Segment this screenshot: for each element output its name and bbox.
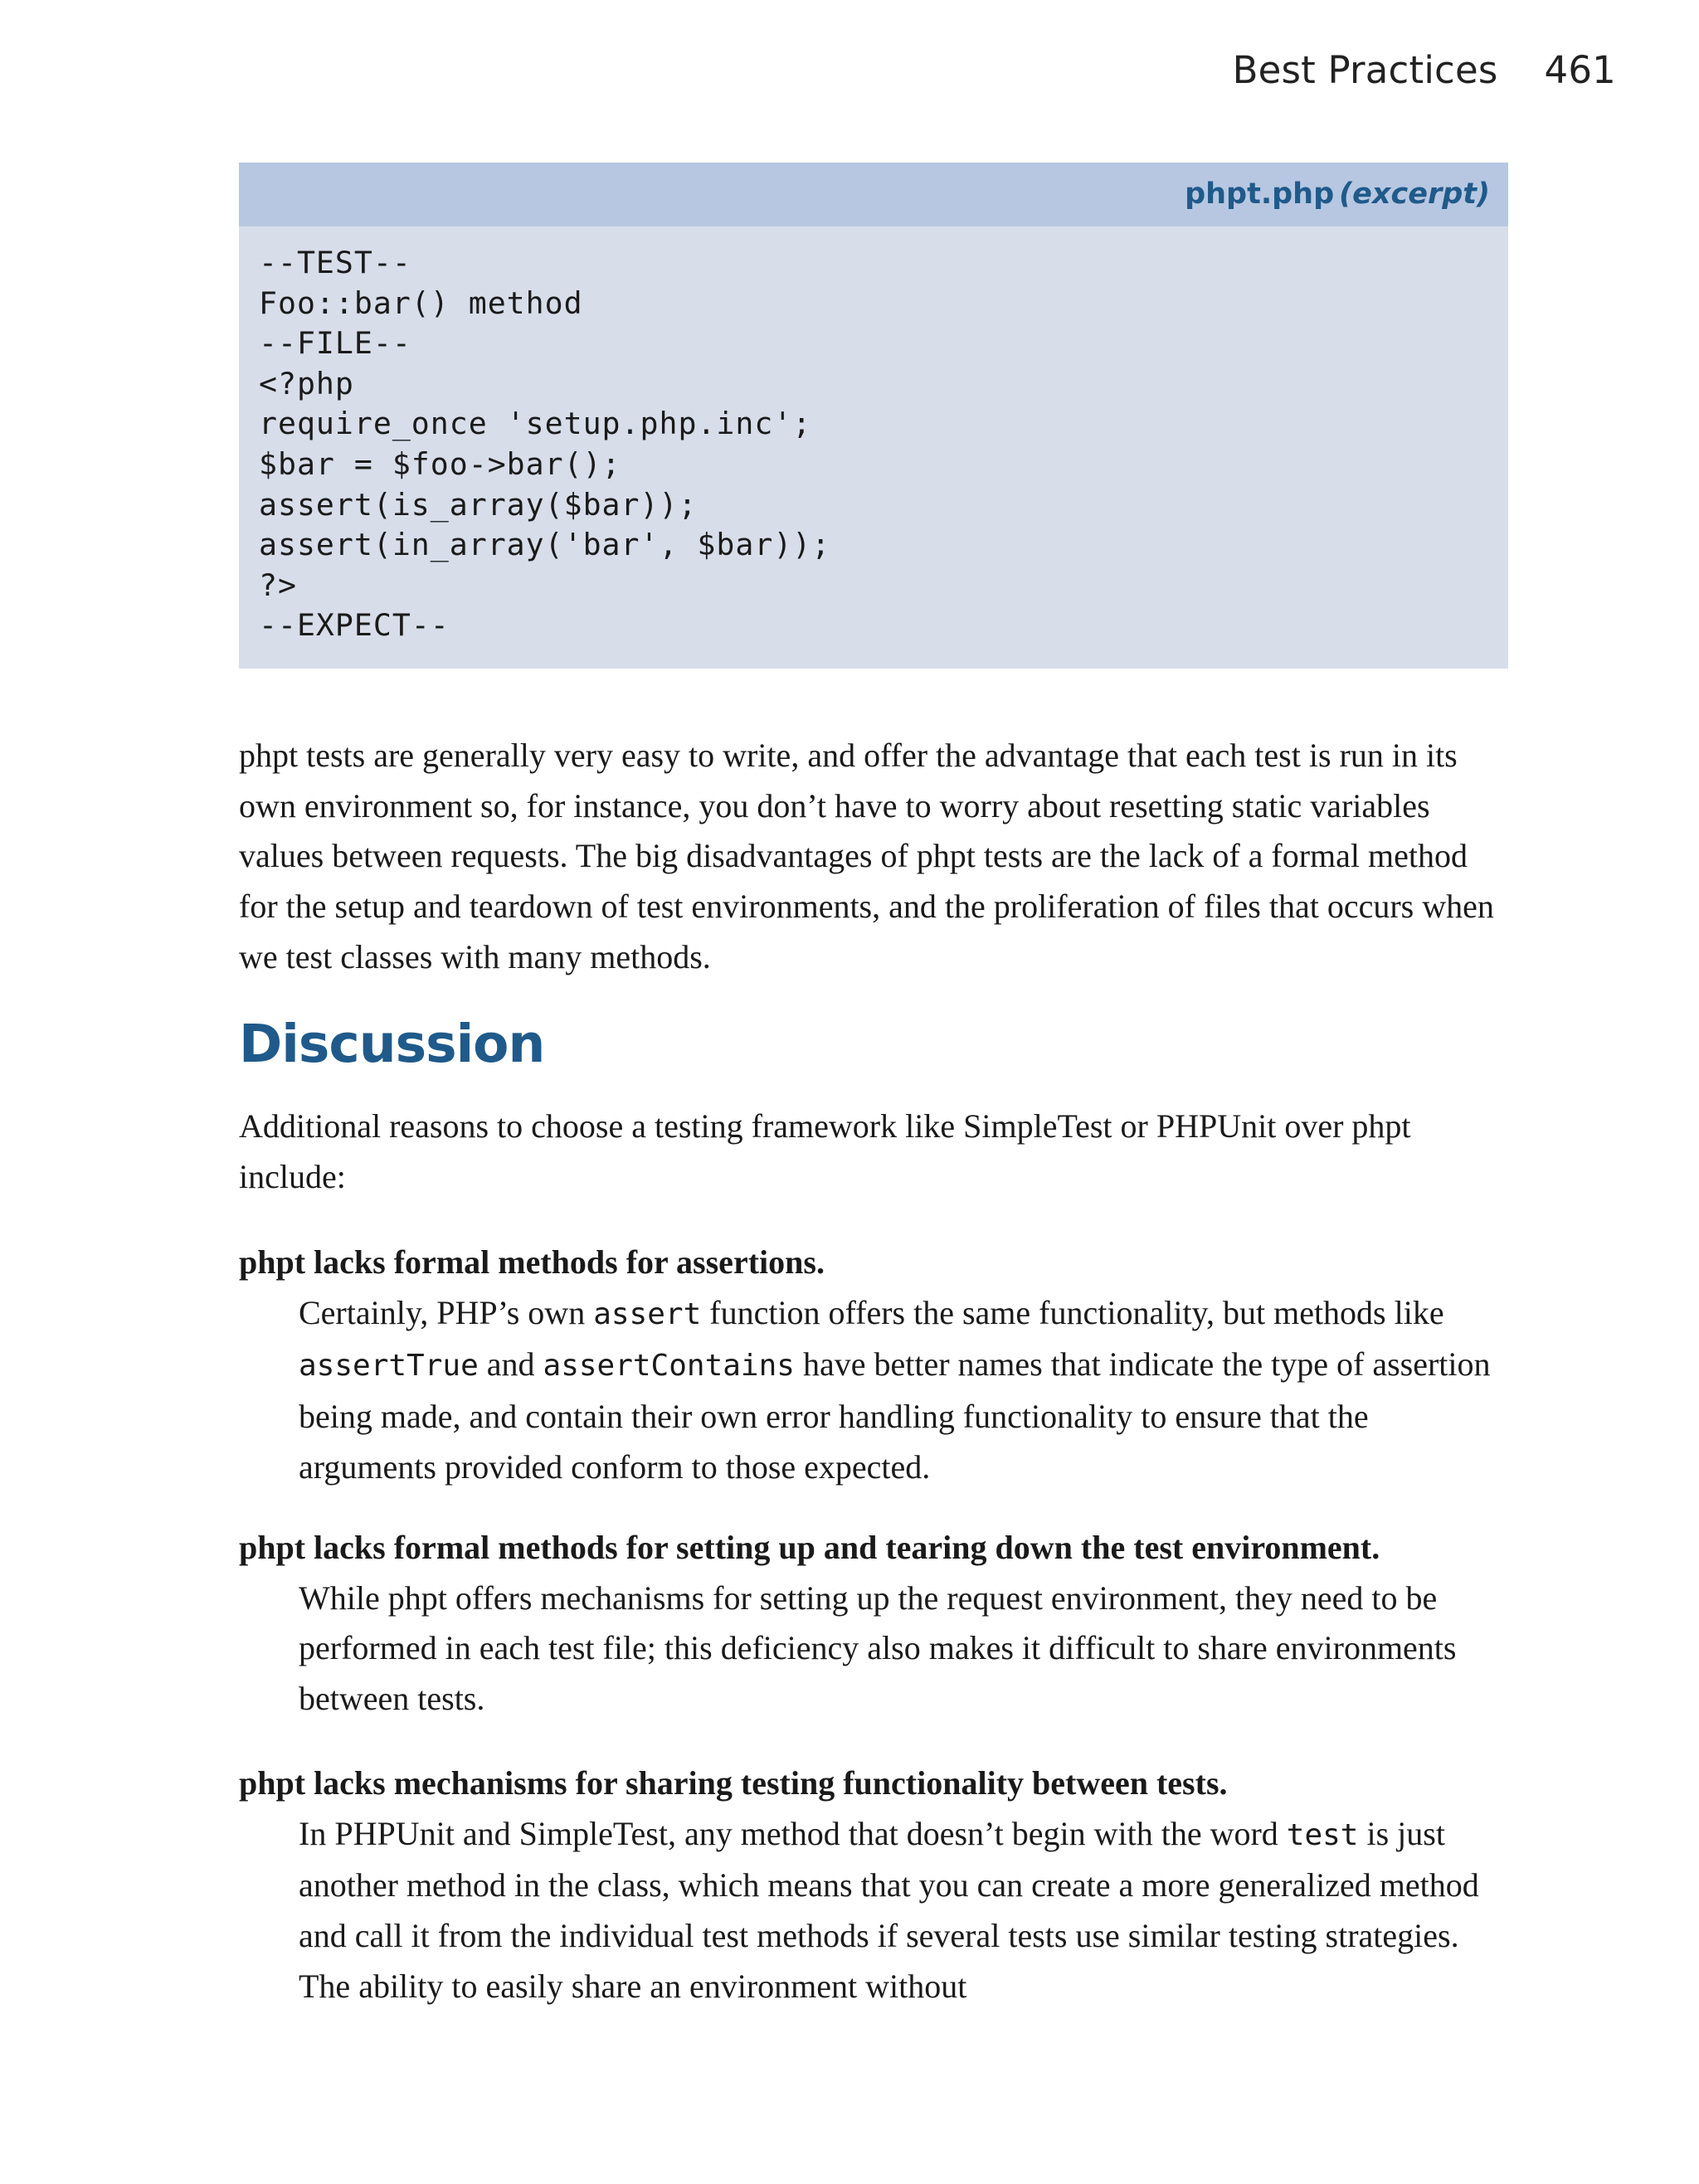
- text-run: is just another method in the class, which means that you can create a more generalized method and call it from the individual test methods if several tests use similar testing strategies. The ability to easily share an environment without: [299, 1814, 1479, 2005]
- text-run: function offers the same functionality, but methods like: [701, 1293, 1444, 1331]
- inline-code: assertContains: [543, 1349, 795, 1384]
- definition-text: [299, 1809, 1508, 2012]
- lead-paragraph: Additional reasons to choose a testing framework like SimpleTest or PHPUnit over phpt include:: [239, 1107, 1411, 1195]
- intro-section: [239, 731, 1508, 983]
- inline-code: assertTrue: [299, 1349, 479, 1384]
- code-listing-caption: [239, 163, 1508, 226]
- code-filename: phpt.php: [1185, 178, 1335, 211]
- definition-term: phpt lacks formal methods for assertions.: [239, 1243, 825, 1281]
- code-block: --TEST-- Foo::bar() method --FILE-- <?php require_once 'setup.php.inc'; $bar = $foo->bar(); assert(is_array($bar)); assert(in_array('bar', $bar)); ?> --EXPECT--: [259, 245, 831, 644]
- inline-code: test: [1286, 1817, 1359, 1852]
- code-filename-note: (excerpt): [1339, 178, 1490, 211]
- page-number: 461: [1544, 48, 1616, 92]
- running-header: [1233, 48, 1616, 92]
- text-run: In PHPUnit and SimpleTest, any method that doesn’t begin with the word: [299, 1814, 1287, 1852]
- section-title: Best Practices: [1232, 48, 1498, 92]
- definition-term: phpt lacks mechanisms for sharing testing functionality between tests.: [239, 1764, 1228, 1802]
- definition-text: While phpt offers mechanisms for setting up the request environment, they need to be performed in each test file; this deficiency also makes it difficult to share environments between tests.: [299, 1578, 1457, 1718]
- section-heading: Discussion: [239, 1014, 545, 1074]
- definition-item: [239, 1523, 1508, 1724]
- definition-item: [239, 1238, 1508, 1493]
- text-run: and: [478, 1345, 543, 1384]
- text-run: have better names that indicate the type of assertion being made, and contain their own error handling functionality to ensure that the arguments provided conform to those expected.: [299, 1345, 1491, 1486]
- lead-section: [239, 1102, 1508, 1202]
- text-run: Certainly, PHP’s own: [299, 1293, 594, 1331]
- definition-item: [239, 1758, 1508, 2012]
- inline-code: assert: [593, 1296, 702, 1331]
- definition-term: phpt lacks formal methods for setting up and tearing down the test environment.: [239, 1529, 1380, 1566]
- definition-text: [299, 1288, 1508, 1493]
- intro-paragraph: phpt tests are generally very easy to write, and offer the advantage that each test is run in its own environment so, for instance, you don’t have to worry about resetting static variables values between requests. The big disadvantages of phpt tests are the lack of a formal method for the setup and teardown of test environments, and the proliferation of files that occurs when we test classes with many methods.: [239, 737, 1494, 975]
- code-listing: [239, 163, 1508, 669]
